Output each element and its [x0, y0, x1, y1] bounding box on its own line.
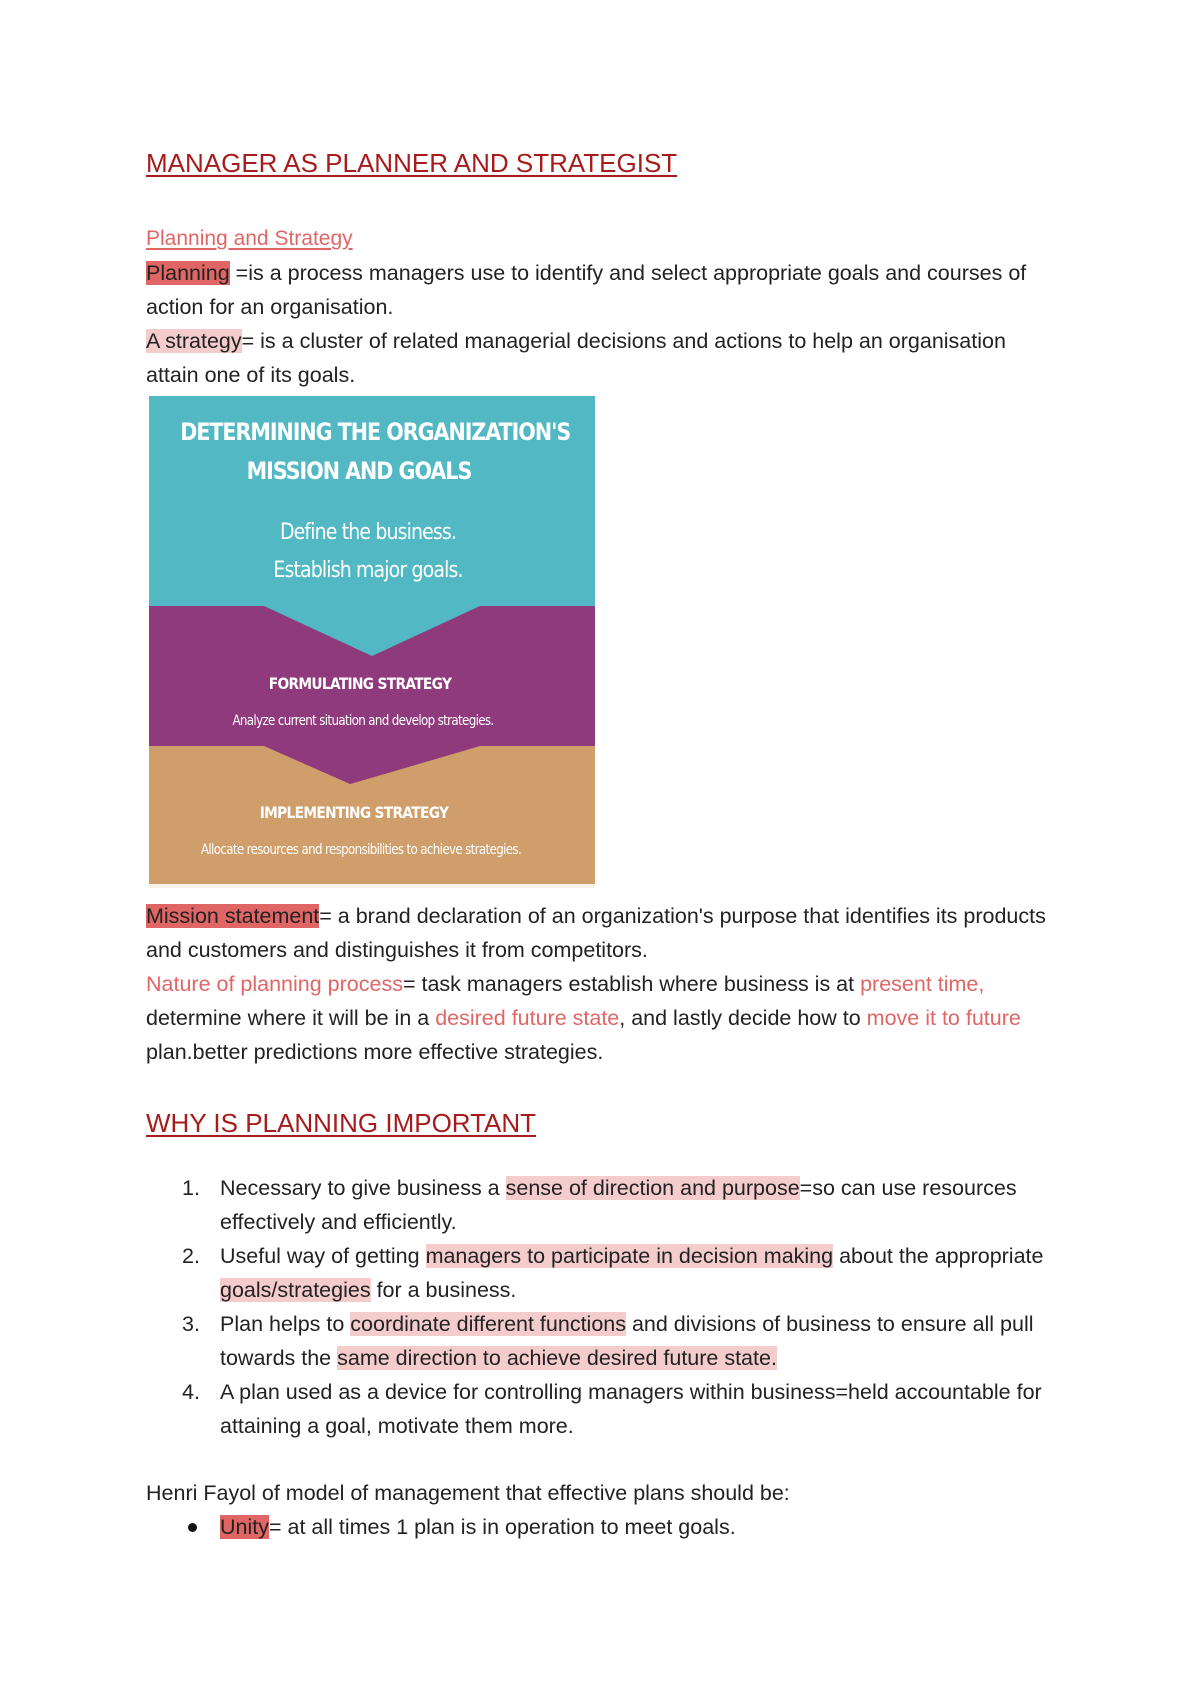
planning-definition: [146, 256, 1051, 324]
strategy-process-figure: [149, 396, 595, 888]
nature-red-1: present time,: [860, 972, 985, 996]
nature-text-1: = task managers establish where business is at: [402, 972, 861, 996]
planning-text: =is a process managers use to identify and select appropriate goals and courses of action for an organisation.: [146, 261, 1027, 319]
figure-middle-title: FORMULATING STRATEGY: [268, 674, 452, 693]
item-highlight: managers to participate in decision making: [425, 1244, 834, 1268]
figure-bottom-title: IMPLEMENTING STRATEGY: [259, 803, 449, 822]
page-title: MANAGER AS PLANNER AND STRATEGIST: [146, 148, 678, 178]
item-text: and divisions of business to ensure all pull towards the: [220, 1312, 1034, 1370]
section-subtitle: Planning and Strategy: [146, 227, 353, 250]
item-text: for a business.: [370, 1278, 517, 1302]
fayol-term: Unity: [220, 1515, 269, 1539]
item-highlight: goals/strategies: [220, 1278, 371, 1302]
planning-term: Planning: [146, 261, 230, 285]
nature-red-2: desired future state: [435, 1006, 620, 1030]
strategy-definition: [146, 324, 1051, 392]
item-text: Useful way of getting: [220, 1244, 426, 1268]
figure-bottom-desc: Allocate resources and responsibilities to achieve strategies.: [200, 842, 522, 858]
item-text: Necessary to give business a: [220, 1176, 506, 1200]
item-number: 3.: [182, 1312, 200, 1336]
fayol-list: [146, 1510, 1066, 1544]
item-highlight: sense of direction and purpose: [505, 1176, 800, 1200]
figure-top-title-line2: MISSION AND GOALS: [246, 457, 472, 485]
item-highlight: coordinate different functions: [350, 1312, 626, 1336]
list-item: [146, 1239, 1066, 1307]
nature-text-4: plan.better predictions more effective strategies.: [146, 1040, 604, 1064]
item-highlight: same direction to achieve desired future state.: [337, 1346, 777, 1370]
figure-top-title-line1: DETERMINING THE ORGANIZATION'S: [180, 418, 571, 446]
figure-top-desc-line1: Define the business.: [279, 520, 457, 545]
fayol-intro: Henri Fayol of model of management that effective plans should be:: [146, 1481, 790, 1505]
item-text: A plan used as a device for controlling managers within business=held accountable for attaining a goal, motivate them more.: [220, 1380, 1042, 1438]
item-number: 4.: [182, 1380, 200, 1404]
strategy-term: A strategy: [146, 329, 242, 353]
bullet-icon: [188, 1523, 197, 1532]
reasons-list: [146, 1171, 1066, 1443]
item-text: =so can use resources effectively and efficiently.: [220, 1176, 1017, 1234]
item-number: 2.: [182, 1244, 200, 1268]
nature-red-3: move it to future: [866, 1006, 1021, 1030]
mission-text: = a brand declaration of an organization's purpose that identifies its products and customers and distinguishes it from competitors.: [146, 904, 1046, 962]
nature-term: Nature of planning process: [146, 972, 403, 996]
figure-top-desc-line2: Establish major goals.: [273, 558, 463, 583]
why-heading: WHY IS PLANNING IMPORTANT: [146, 1108, 537, 1138]
strategy-text: = is a cluster of related managerial decisions and actions to help an organisation attain one of its goals.: [146, 329, 1006, 387]
fayol-text: = at all times 1 plan is in operation to meet goals.: [268, 1515, 736, 1539]
list-item: [146, 1375, 1066, 1443]
list-item: [146, 1307, 1066, 1375]
figure-middle-desc: Analyze current situation and develop strategies.: [232, 713, 494, 729]
nature-text-3: , and lastly decide how to: [619, 1006, 867, 1030]
mission-term: Mission statement: [146, 904, 320, 928]
list-item: [146, 1171, 1066, 1239]
list-item: [146, 1510, 1066, 1544]
mission-definition: [146, 899, 1051, 967]
item-text: Plan helps to: [220, 1312, 351, 1336]
item-text: about the appropriate: [833, 1244, 1044, 1268]
item-number: 1.: [182, 1176, 200, 1200]
nature-definition: [146, 967, 1051, 1069]
nature-text-2: determine where it will be in a: [146, 1006, 436, 1030]
